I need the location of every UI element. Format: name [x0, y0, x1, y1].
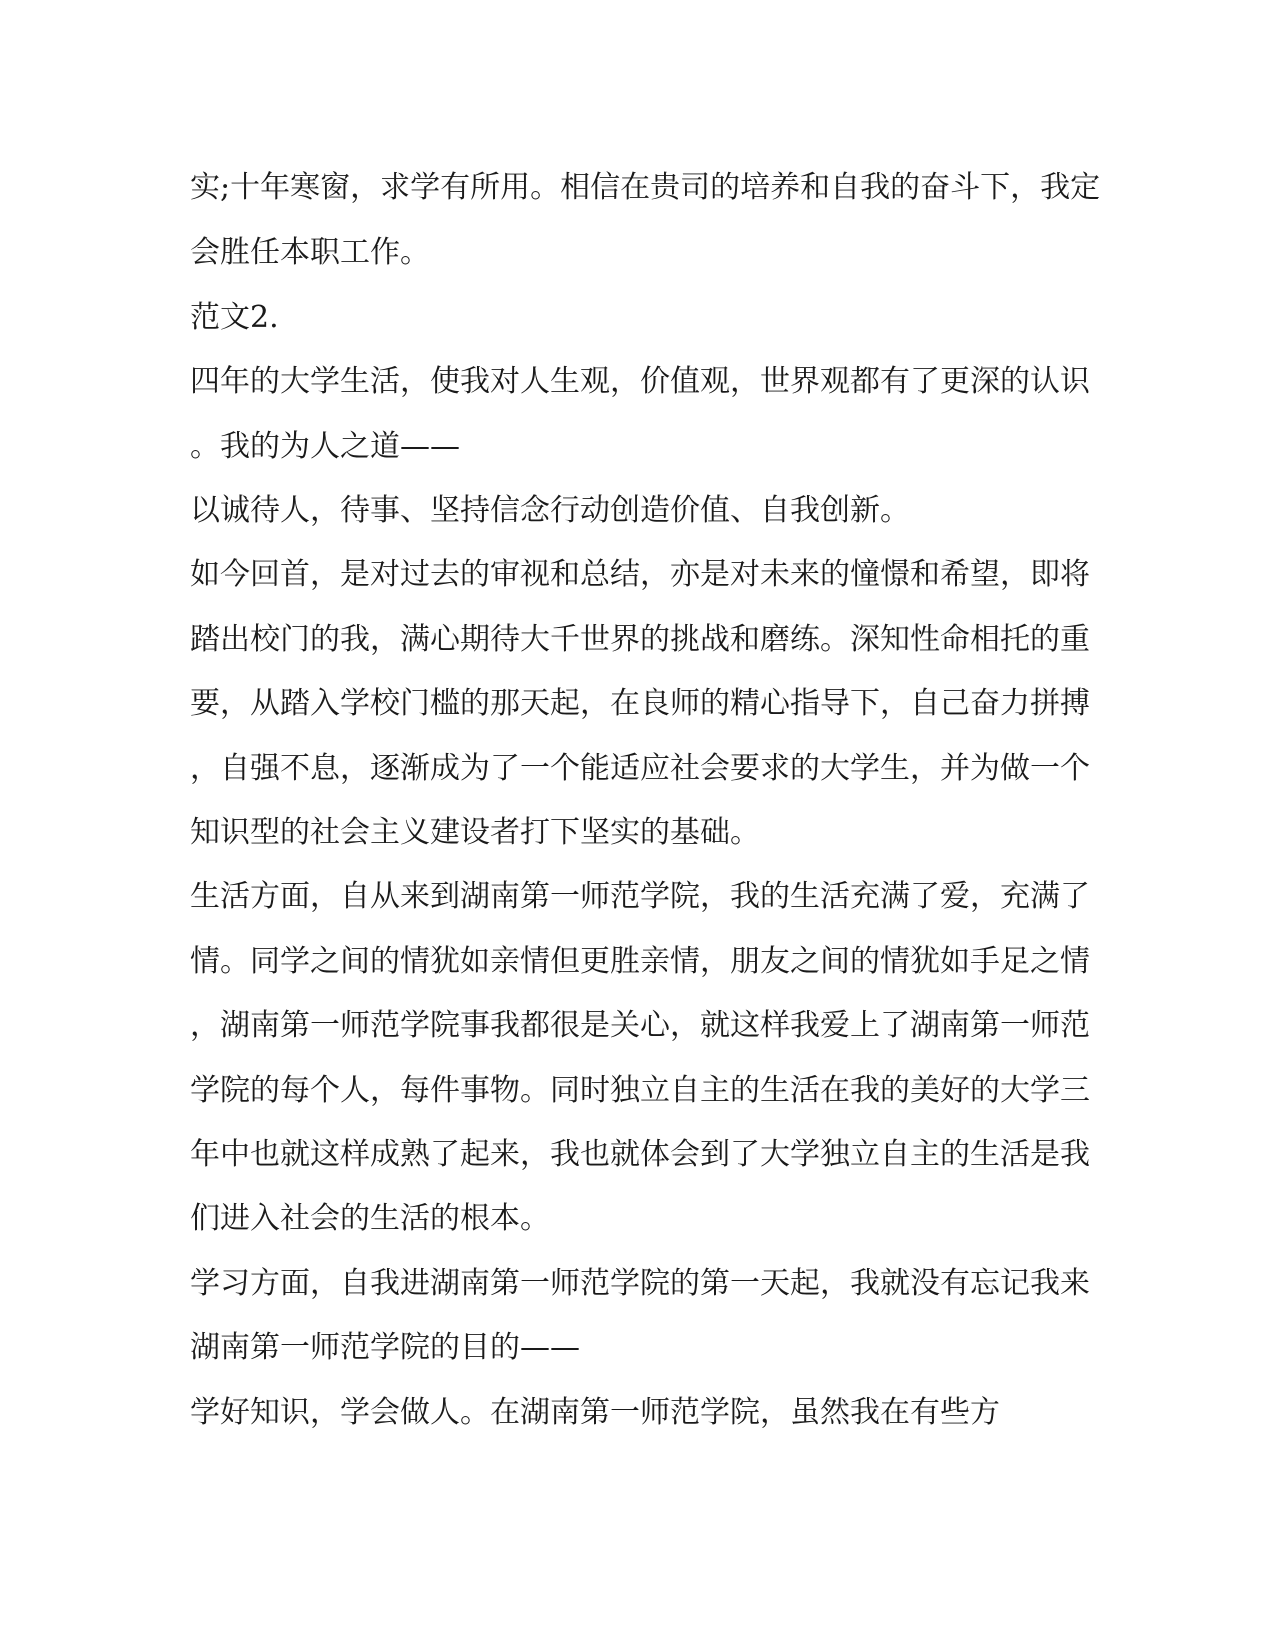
section-heading: 范文2. — [190, 300, 279, 335]
text-line: 要，从踏入学校门槛的那天起，在良师的精心指导下，自己奋力拼搏 — [190, 686, 1090, 721]
text-line: 实;十年寒窗，求学有所用。相信在贵司的培养和自我的奋斗下，我定 — [190, 170, 1101, 205]
text-line: 学习方面，自我进湖南第一师范学院的第一天起，我就没有忘记我来 — [190, 1266, 1090, 1301]
text-line: 。我的为人之道—— — [190, 429, 460, 464]
text-line: 如今回首，是对过去的审视和总结，亦是对未来的憧憬和希望，即将 — [190, 557, 1090, 592]
text-line: 情。同学之间的情犹如亲情但更胜亲情，朋友之间的情犹如手足之情 — [190, 944, 1090, 979]
text-line: 会胜任本职工作。 — [190, 235, 430, 270]
text-line: ，湖南第一师范学院事我都很是关心，就这样我爱上了湖南第一师范 — [190, 1008, 1090, 1043]
text-line: 学院的每个人，每件事物。同时独立自主的生活在我的美好的大学三 — [190, 1073, 1090, 1108]
text-line: 四年的大学生活，使我对人生观，价值观，世界观都有了更深的认识 — [190, 364, 1090, 399]
text-line: 学好知识，学会做人。在湖南第一师范学院，虽然我在有些方 — [190, 1395, 1000, 1430]
text-line: 湖南第一师范学院的目的—— — [190, 1330, 580, 1365]
text-line: 知识型的社会主义建设者打下坚实的基础。 — [190, 815, 760, 850]
text-line: 生活方面，自从来到湖南第一师范学院，我的生活充满了爱，充满了 — [190, 879, 1090, 914]
text-line: ，自强不息，逐渐成为了一个能适应社会要求的大学生，并为做一个 — [190, 751, 1090, 786]
text-line: 踏出校门的我，满心期待大千世界的挑战和磨练。深知性命相托的重 — [190, 622, 1090, 657]
text-line: 年中也就这样成熟了起来，我也就体会到了大学独立自主的生活是我 — [190, 1137, 1090, 1172]
text-line: 们进入社会的生活的根本。 — [190, 1201, 550, 1236]
text-line: 以诚待人，待事、坚持信念行动创造价值、自我创新。 — [190, 493, 910, 528]
